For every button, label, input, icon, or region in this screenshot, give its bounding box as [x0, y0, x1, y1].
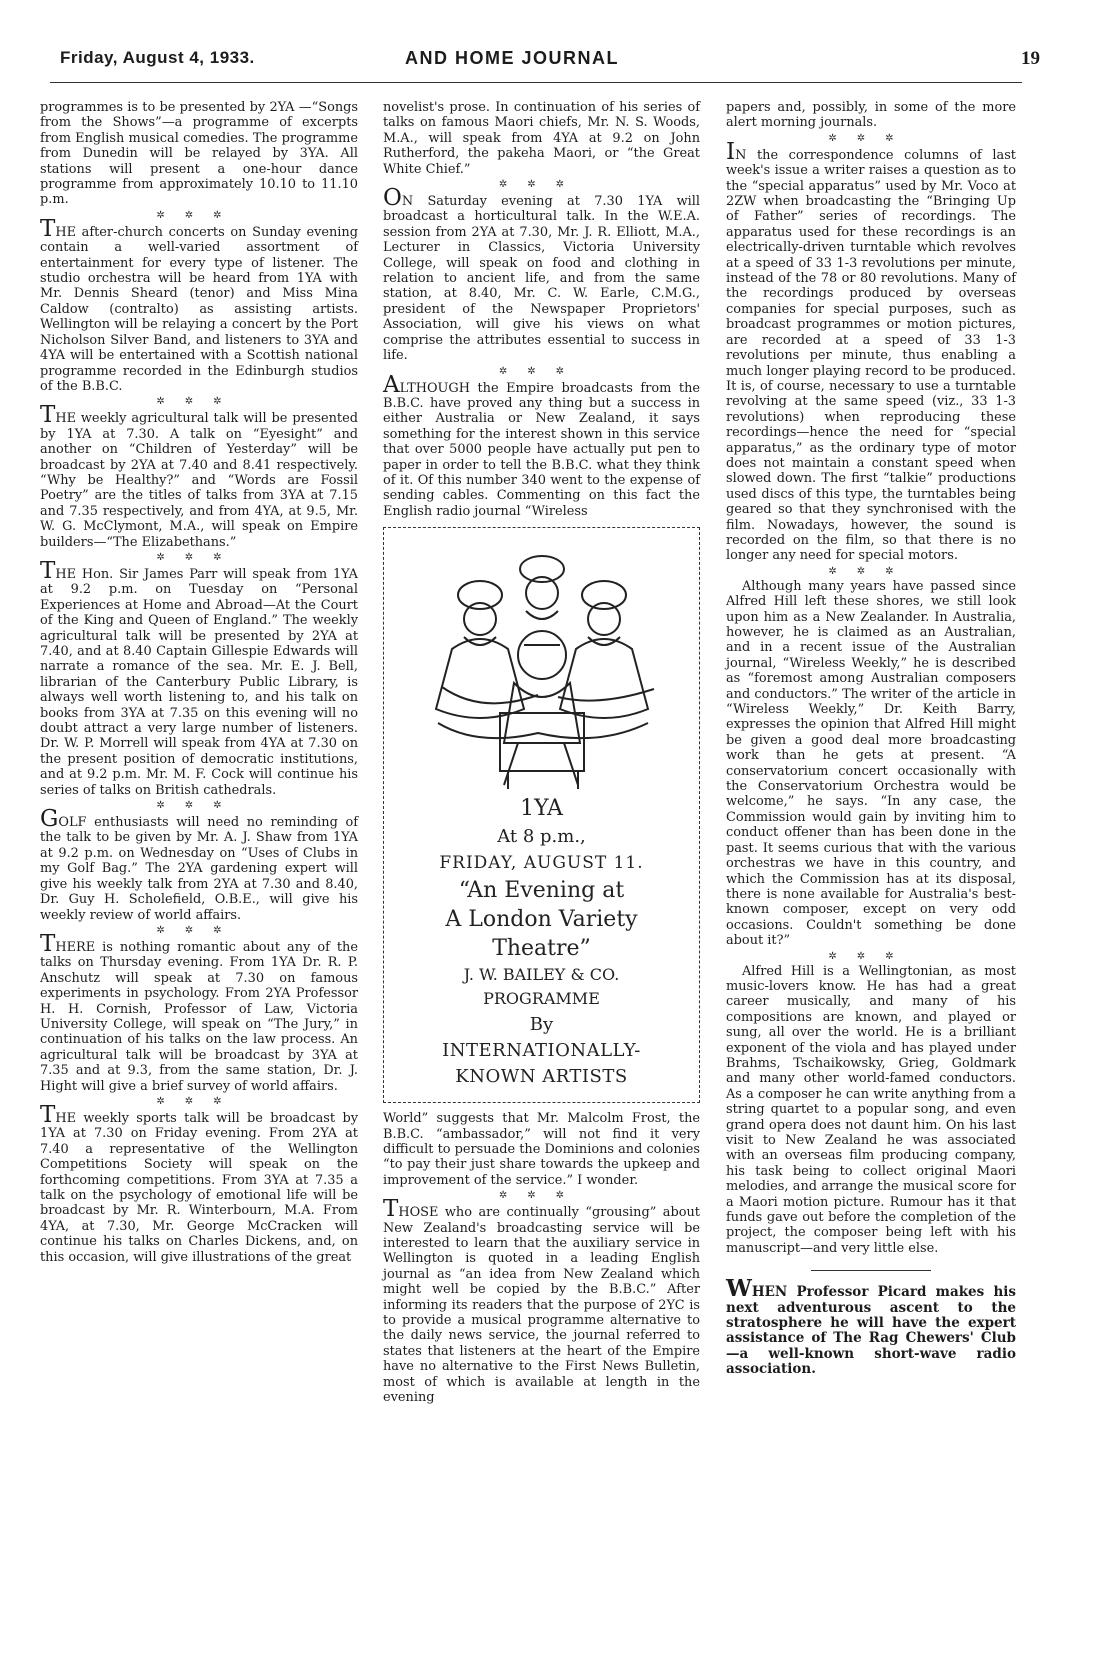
ad-title-line-1: “An Evening at — [458, 878, 625, 904]
separator-stars: ✲✲✲ — [156, 924, 242, 936]
separator-stars: ✲✲✲ — [156, 1095, 242, 1107]
section-rule — [811, 1270, 931, 1271]
ad-station: 1YA — [520, 796, 563, 822]
paragraph: Alfred Hill is a Wellingtonian, as most music-lovers know. He has had a great career musically, and many of his compositions are known, and played or sung, all over the world. He is a brilliant exponent of the viola and has played under Brahms, Tschaikowsky, Grieg, Goldmark and many other world-famed conductors. As a composer he can write anything from a string quartet to a popular song, and even grand opera does not daunt him. On his last visit to New Zealand he was associated with an overseas film producing company, his task being to collect original Maori melodies, and arrange the musical score for a Maori motion picture. Rumour has it that funds gave out before the completion of the project, the composer being left with his manuscript—and very little else. — [726, 963, 1016, 1256]
issue-date: Friday, August 4, 1933. — [60, 48, 255, 67]
column-3 — [726, 100, 1016, 1378]
separator-stars: ✲✲✲ — [828, 132, 914, 144]
variety-illustration — [396, 537, 687, 795]
ad-by: By — [529, 1014, 554, 1036]
paragraph: IN the correspondence columns of last week's issue a writer raises a question as to the “special apparatus” used by Mr. Voco at 2ZW when broadcasting the “Bringing Up of Father” series of recordings. The apparatus used for these recordings is an electrically-driven turntable which revolves at a speed of 33 1-3 revolutions per minute, instead of the 78 or 80 revolutions. Many of the recordings produced by overseas companies for special purposes, such as broadcast programmes or motion pictures, are recorded at a speed of 33 1-3 revolutions per minute, thus enabling a much longer playing record to be produced. It is, of course, necessary to use a turntable revolving at the same speed (viz., 33 1-3 revolutions) when reproducing these recordings—hence the need for “special apparatus,” as the ordinary type of motor does not maintain a constant speed when slowed down. The first “talkie” productions used discs of this type, the turntables being geared so that they synchronised with the film. Nowadays, however, the sound is recorded on the film, so that there is no longer any need for special motors. — [726, 138, 1016, 564]
ad-title-line-2: A London Variety — [445, 907, 638, 933]
ad-artists-line-1: INTERNATIONALLY- — [442, 1040, 641, 1062]
separator-stars: ✲✲✲ — [828, 565, 914, 577]
separator-stars: ✲✲✲ — [156, 551, 242, 563]
paragraph: THE weekly agricultural talk will be presented by 1YA at 7.30. A talk on “Eyesight” and another on “Children of Yesterday” will be broadcast by 2YA at 7.40 and 8.41 respectively. “Why be Healthy?” and “Words are Fossil Poetry” are the titles of talks from 3YA at 7.15 and 7.35 respectively, and from 4YA, at 9.5, Mr. W. G. McClymont, M.A., will speak on Empire builders—“The Elizabethans.” — [40, 402, 358, 550]
ad-title-line-3: Theatre” — [492, 936, 591, 962]
paragraph: programmes is to be presented by 2YA —“Songs from the Shows”—a programme of excerpts from English musical comedies. The programme from Dunedin will be relayed by 3YA. All stations will present a one-hour dance programme from approximately 10.10 to 11.10 p.m. — [40, 100, 358, 208]
paragraph: ON Saturday evening at 7.30 1YA will broadcast a horticultural talk. In the W.E.A. session from 2YA at 7.30, Mr. J. R. Elliott, M.A., Lecturer in Classics, Victoria University College, will speak on food and clothing in relation to ancient life, and from the same station, at 8.40, Mr. C. W. Earle, C.M.G., president of the Newspaper Proprietors' Association, will give his views on what comprise the attributes essential to success in life. — [383, 185, 700, 364]
ad-artists-line-2: KNOWN ARTISTS — [455, 1066, 628, 1088]
page-header — [50, 48, 1050, 74]
separator-stars: ✲✲✲ — [498, 1190, 585, 1202]
paragraph: World” suggests that Mr. Malcolm Frost, the B.B.C. “ambassador,” will not find it very difficult to persuade the Dominions and colonies “to pay their just share towards the upkeep and improvement of the service.” I wonder. — [383, 1111, 700, 1188]
ad-date: FRIDAY, AUGUST 11. — [439, 853, 644, 874]
paragraph: GOLF enthusiasts will need no reminding of the talk to be given by Mr. A. J. Shaw from 1YA at 9.2 p.m. on Wednesday on “Uses of Clubs in my Golf Bag.” The 2YA gardening expert will give his weekly talk from 2YA at 7.30 and 8.40, Dr. Guy H. Scholefield, O.B.E., will give his weekly review of world affairs. — [40, 806, 358, 923]
ad-programme: PROGRAMME — [483, 989, 600, 1009]
paragraph: ALTHOUGH the Empire broadcasts from the B.B.C. have proved any thing but a success in either Australia or New Zealand, it says something for the interest shown in this service that over 5000 people have actually put pen to paper in order to tell the B.B.C. what they think of it. Of this number 340 went to the expense of sending cables. Commenting on this fact the English radio journal “Wireless — [383, 371, 700, 519]
separator-stars: ✲✲✲ — [828, 950, 914, 962]
paragraph: THE Hon. Sir James Parr will speak from 1YA at 9.2 p.m. on Tuesday on “Personal Experiences at Home and Abroad—At the Court of the King and Queen of England.” The weekly agricultural talk will be presented by 2YA at 7.40, and at 8.40 Captain Gillespie Edwards will narrate a romance of the sea. Mr. E. J. Bell, librarian of the Canterbury Public Library, is always well worth listening to, and his talk on books from 3YA at 7.35 on this evening will no doubt attract a very large number of listeners. Dr. W. P. Morrell will speak from 4YA at 7.30 on the present position of democratic institutions, and at 9.2 p.m. Mr. M. F. Cock will continue his series of talks on British cathedrals. — [40, 557, 358, 798]
paragraph: THE weekly sports talk will be broadcast by 1YA at 7.30 on Friday evening. From 2YA at 7.40 a representative of the Wellington Competitions Society will speak on the forthcoming competitions. From 3YA at 7.35 a talk on the psychology of emotional life will be broadcast by Mr. R. Winterbourn, M.A. From 4YA, at 7.30, Mr. George McCracken will continue his talks on Charles Dickens, and, on this occasion, will give illustrations of the great — [40, 1101, 358, 1265]
header-rule — [50, 82, 1022, 83]
column-2 — [383, 100, 700, 1405]
variety-dancers-illustration — [408, 537, 676, 795]
ad-company: J. W. BAILEY & CO. — [463, 965, 620, 985]
separator-stars: ✲✲✲ — [498, 365, 585, 377]
paragraph: THERE is nothing romantic about any of the talks on Thursday evening. From 1YA Dr. R. P. Anschutz will speak at 7.30 on famous experiments in psychology. From 2YA Professor H. H. Cornish, Professor of Law, Victoria University College, will speak on “The Jury,” in continuation of his talks on the law process. An agricultural talk will be broadcast by 3YA at 7.35 and at 9.3, from the same station, Dr. J. Hight will give a brief survey of world affairs. — [40, 930, 358, 1094]
column-1 — [40, 100, 358, 1265]
separator-stars: ✲✲✲ — [156, 209, 242, 221]
paragraph: papers and, possibly, in some of the more alert morning journals. — [726, 100, 1016, 131]
programme-advertisement — [383, 527, 700, 1103]
paragraph: novelist's prose. In continuation of his series of talks on famous Maori chiefs, Mr. N. S. Woods, M.A., will speak from 4YA at 9.2 on John Rutherford, the pakeha Maori, or “the Great White Chief.” — [383, 100, 700, 177]
paragraph: THE after-church concerts on Sunday evening contain a well-varied assortment of entertainment for every type of listener. The studio orchestra will be heard from 1YA with Mr. Dennis Sheard (tenor) and Miss Mina Caldow (contralto) as assisting artists. Wellington will be relaying a concert by the Port Nicholson Silver Band, and listeners to 3YA and 4YA will be entertained with a Scottish national programme recorded in the Edinburgh studios of the B.B.C. — [40, 215, 358, 394]
page-number: 19 — [1021, 48, 1040, 69]
journal-title: AND HOME JOURNAL — [405, 48, 620, 68]
separator-stars: ✲✲✲ — [156, 396, 242, 408]
paragraph: THOSE who are continually “grousing” about New Zealand's broadcasting service will be interested to learn that the auxiliary service in Wellington is quoted in a leading English journal as “an idea from New Zealand which might well be copied by the B.B.C.” After informing its readers that the purpose of 2YC is to provide a musical programme alternative to the daily news service, the journal referred to states that listeners at the heart of the Empire have no alternative to the First News Bulletin, most of which is available at length in the evening — [383, 1196, 700, 1406]
separator-stars: ✲✲✲ — [156, 800, 242, 812]
paragraph: WHEN Professor Picard makes his next adventurous ascent to the stratosphere he will have the expert assistance of The Rag Chewers' Club—a well-known short-wave radio association. — [726, 1275, 1016, 1378]
paragraph: Although many years have passed since Alfred Hill left these shores, we still look upon him as a New Zealander. In Australia, however, he is claimed as an Australian, and in a recent issue of the Australian journal, “Wireless Weekly,” he is described as “foremost among Australian composers and conductors.” The writer of the article in “Wireless Weekly,” Dr. Keith Barry, expresses the opinion that Alfred Hill might be given a good deal more broadcasting work than he gets at present. “A conservatorium concert occasionally with the Conservatorium Orchestra would be welcome,” he says. “In any case, the Commission would gain by inviting him to conduct offener than has been done in the past. It seems curious that with the various orchestras we have in this country, and which the Commission has at its disposal, there is none available for Australia's best-known composer, except on very odd occasions. Couldn't something be done about it?” — [726, 578, 1016, 949]
separator-stars: ✲✲✲ — [498, 179, 585, 191]
ad-time: At 8 p.m., — [497, 826, 586, 848]
